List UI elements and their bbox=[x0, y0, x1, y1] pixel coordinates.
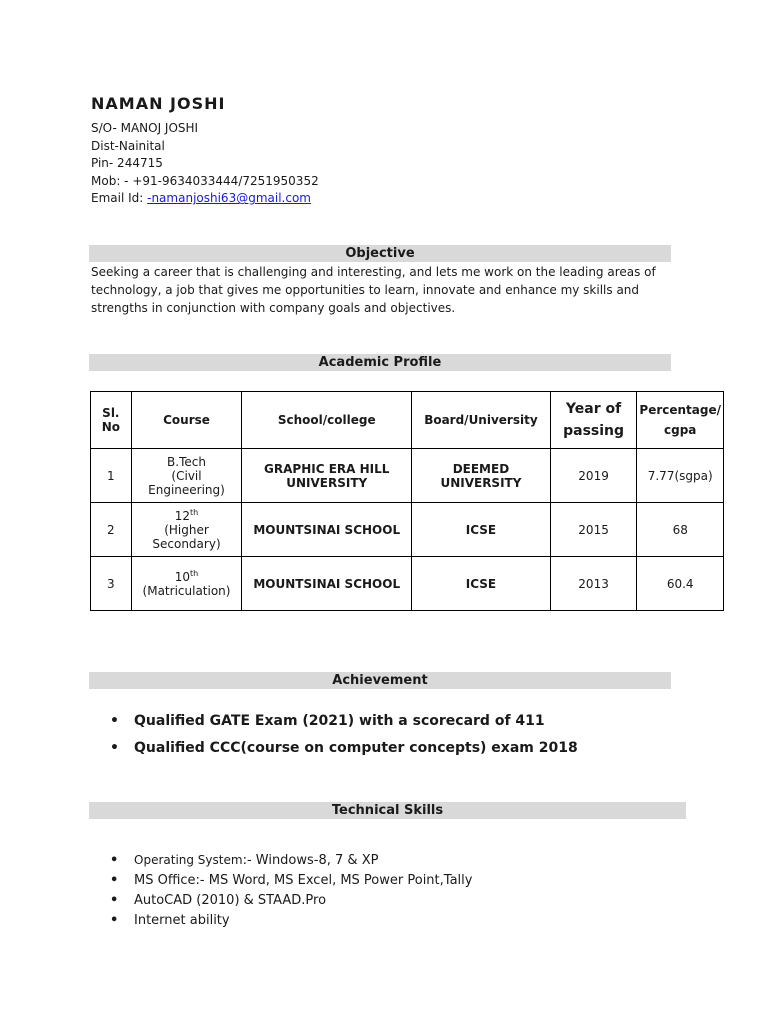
contact-line: Dist-Nainital bbox=[91, 138, 165, 153]
skill-detail: :- MS Word, MS Excel, MS Power Point,Tally bbox=[195, 873, 473, 888]
course-sup: th bbox=[190, 508, 199, 517]
list-item bbox=[110, 850, 472, 871]
skill-label: Internet ability bbox=[134, 913, 230, 928]
table-header-row bbox=[91, 392, 724, 449]
objective-heading: Objective bbox=[89, 245, 671, 262]
course-sub: (Civil Engineering) bbox=[148, 468, 225, 497]
contact-block bbox=[91, 120, 319, 208]
candidate-name: NAMAN JOSHI bbox=[91, 94, 226, 113]
skill-label: MS Office bbox=[134, 873, 196, 888]
email-link[interactable]: -namanjoshi63@gmail.com bbox=[147, 191, 311, 206]
header-sl: Sl. No bbox=[91, 392, 132, 449]
cell-course bbox=[131, 503, 242, 557]
cell-year: 2015 bbox=[550, 503, 637, 557]
achievement-heading: Achievement bbox=[89, 672, 671, 689]
header-year: Year of passing bbox=[550, 392, 637, 449]
cell-sl: 1 bbox=[91, 449, 132, 503]
table-row bbox=[91, 503, 724, 557]
list-item: • Qualified CCC(course on computer concepts) exam 2018 bbox=[110, 735, 578, 762]
cell-board: ICSE bbox=[412, 557, 551, 611]
skills-list bbox=[110, 850, 472, 931]
cell-school: MOUNTSINAI SCHOOL bbox=[242, 557, 412, 611]
cell-course bbox=[131, 557, 242, 611]
cell-board: DEEMED UNIVERSITY bbox=[412, 449, 551, 503]
objective-text: Seeking a career that is challenging and interesting, and lets me work on the leading areas of technology, a job that gives me opportunities to learn, innovate and enhance my skills and strengths in conjunction with company goals and objectives. bbox=[91, 265, 656, 315]
cell-percentage: 7.77(sgpa) bbox=[637, 449, 724, 503]
academic-table bbox=[90, 391, 724, 611]
table-row bbox=[91, 449, 724, 503]
cell-school: MOUNTSINAI SCHOOL bbox=[242, 503, 412, 557]
skill-label: AutoCAD (2010) & STAAD.Pro bbox=[134, 893, 327, 908]
email-line bbox=[91, 190, 319, 208]
skill-detail: :- Windows-8, 7 & XP bbox=[242, 853, 379, 868]
table-row bbox=[91, 557, 724, 611]
cell-course bbox=[131, 449, 242, 503]
cell-board: ICSE bbox=[412, 503, 551, 557]
course-sub: (Matriculation) bbox=[142, 584, 231, 598]
academic-heading: Academic Profile bbox=[89, 354, 671, 371]
course-main: 10 bbox=[174, 570, 191, 584]
cell-percentage: 68 bbox=[637, 503, 724, 557]
cell-sl: 2 bbox=[91, 503, 132, 557]
cell-school: GRAPHIC ERA HILL UNIVERSITY bbox=[242, 449, 412, 503]
list-item bbox=[110, 871, 472, 891]
list-item bbox=[110, 891, 472, 911]
contact-line: S/O- MANOJ JOSHI bbox=[91, 121, 199, 135]
course-main: 12 bbox=[174, 509, 191, 523]
cell-year: 2019 bbox=[550, 449, 637, 503]
list-item bbox=[110, 911, 472, 931]
header-school: School/college bbox=[242, 392, 412, 449]
header-percentage: Percentage/ cgpa bbox=[637, 392, 724, 449]
cell-sl: 3 bbox=[91, 557, 132, 611]
cell-year: 2013 bbox=[550, 557, 637, 611]
cell-percentage: 60.4 bbox=[637, 557, 724, 611]
contact-line: Mob: - +91-9634033444/7251950352 bbox=[91, 173, 319, 188]
course-sup: th bbox=[190, 569, 199, 578]
list-item: • Qualified GATE Exam (2021) with a scorecard of 411 bbox=[110, 708, 578, 735]
course-main: B.Tech bbox=[167, 454, 206, 469]
course-sub: (Higher Secondary) bbox=[152, 523, 221, 551]
email-label: Email Id: bbox=[91, 191, 148, 206]
header-course: Course bbox=[131, 392, 242, 449]
header-board: Board/University bbox=[412, 392, 551, 449]
skills-heading: Technical Skills bbox=[89, 802, 686, 819]
skill-label: Operating System bbox=[134, 853, 243, 867]
contact-line: Pin- 244715 bbox=[91, 156, 163, 171]
achievement-list bbox=[110, 708, 578, 762]
